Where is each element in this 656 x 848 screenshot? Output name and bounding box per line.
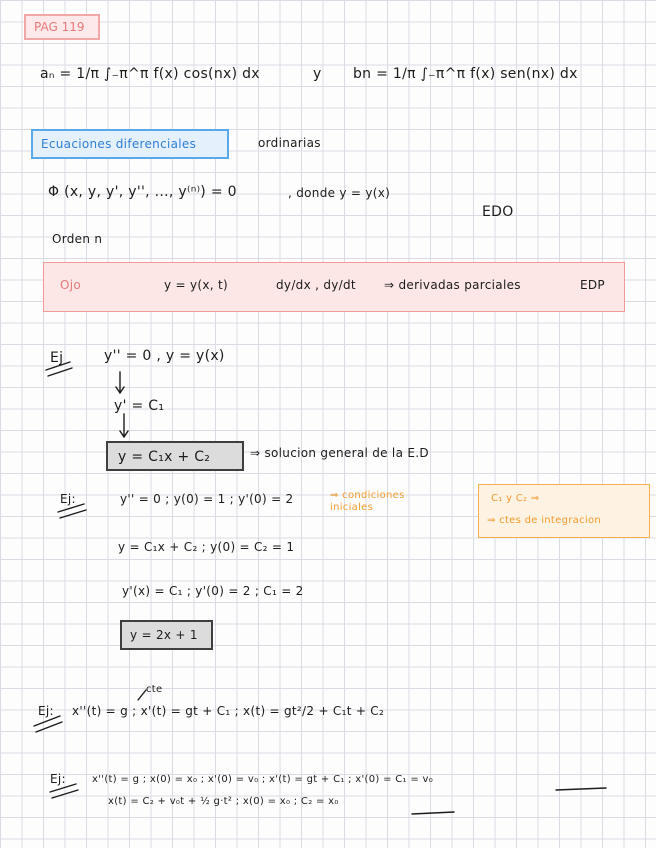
ej1-step: y' = C₁	[114, 398, 165, 414]
ej1-solution: y = C₁x + C₂	[118, 449, 211, 465]
ej2-line2: y = C₁x + C₂ ; y(0) = C₂ = 1	[118, 540, 295, 554]
ej4-underline-c2	[412, 812, 454, 814]
ojo-function: y = y(x, t)	[164, 278, 228, 292]
ojo-derivatives: dy/dx , dy/dt	[276, 278, 356, 292]
ej4-line1: x''(t) = g ; x(0) = x₀ ; x'(0) = v₀ ; x'(t) = gt + C₁ ; x'(0) = C₁ = v₀	[92, 774, 434, 785]
ed-title: Ecuaciones diferenciales	[41, 137, 197, 151]
fourier-conjunction: y	[313, 66, 322, 82]
ej2-line3: y'(x) = C₁ ; y'(0) = 2 ; C₁ = 2	[122, 584, 304, 598]
constants-line1: C₁ y C₂ ⇒	[491, 493, 540, 504]
fourier-an-formula: aₙ = 1/π ∫₋π^π f(x) cos(nx) dx	[40, 66, 260, 82]
ojo-edp: EDP	[580, 278, 605, 292]
ej3-line: x''(t) = g ; x'(t) = gt + C₁ ; x(t) = gt²/2 + C₁t + C₂	[72, 704, 385, 718]
ojo-label: Ojo	[60, 278, 82, 292]
ej3-cte: cte	[146, 684, 163, 695]
ej3-cte-arrow	[138, 690, 146, 700]
ej2-initial-conditions-note: ⇒ condiciones iniciales	[330, 490, 405, 513]
ojo-arrow-text: ⇒ derivadas parciales	[384, 278, 521, 292]
ed-donde: , donde y = y(x)	[288, 186, 391, 200]
ej1-underline	[46, 362, 72, 376]
ej4-line2: x(t) = C₂ + v₀t + ½ g·t² ; x(0) = x₀ ; C₂ = x₀	[108, 796, 339, 807]
ej2-label: Ej:	[60, 492, 76, 506]
ej1-equation: y'' = 0 , y = y(x)	[104, 348, 225, 364]
ej2-underline	[58, 504, 86, 518]
ej1-solution-note: ⇒ solucion general de la E.D	[250, 446, 429, 460]
ej3-label: Ej:	[38, 704, 54, 718]
ej4-label: Ej:	[50, 772, 66, 786]
ej4-underline	[50, 784, 78, 798]
ej1-arrow-down-1	[116, 372, 124, 393]
ej4-underline-c1	[556, 788, 606, 790]
ed-general-form: Φ (x, y, y', y'', ..., y⁽ⁿ⁾) = 0	[48, 184, 237, 200]
ej3-underline	[34, 716, 62, 732]
fourier-bn-formula: bn = 1/π ∫₋π^π f(x) sen(nx) dx	[353, 66, 578, 82]
constants-line2: ⇒ ctes de integracion	[487, 515, 602, 526]
ej2-solution: y = 2x + 1	[130, 628, 198, 642]
ej2-line1: y'' = 0 ; y(0) = 1 ; y'(0) = 2	[120, 492, 294, 506]
ed-edo-label: EDO	[482, 204, 514, 220]
ed-ordinarias: ordinarias	[258, 136, 321, 150]
page-label-text: PAG 119	[34, 20, 85, 34]
ed-orden: Orden n	[52, 232, 103, 246]
ej1-label: Ej	[50, 350, 64, 366]
ej1-arrow-down-2	[120, 414, 128, 437]
